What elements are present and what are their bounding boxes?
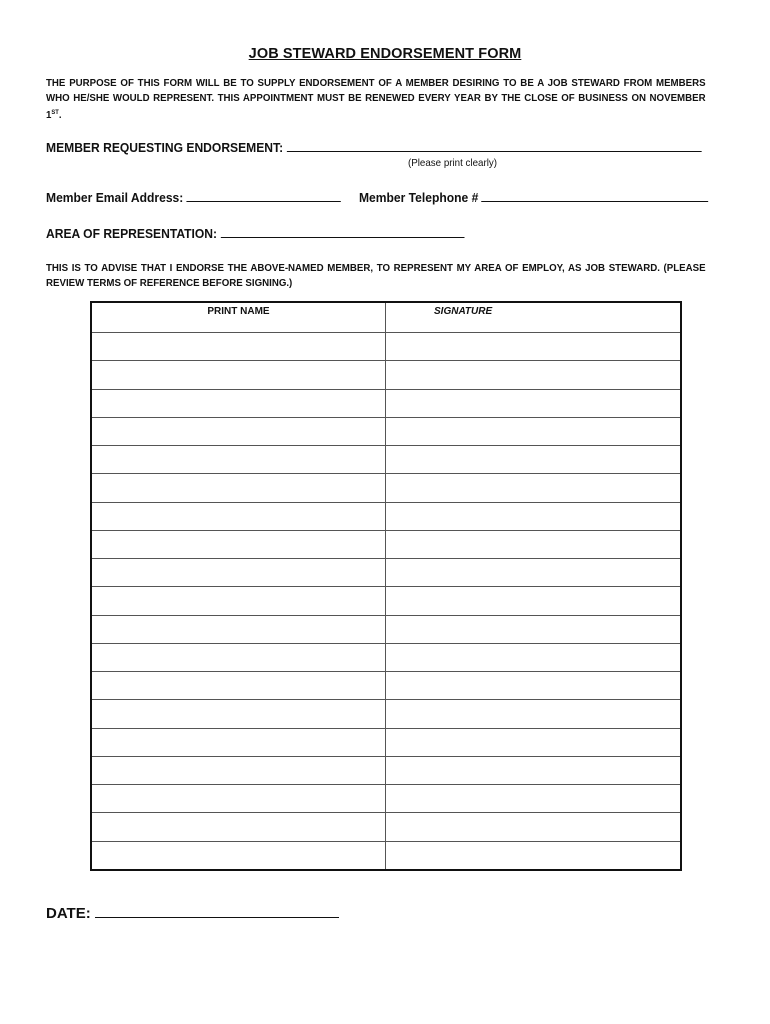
signature-cell[interactable] [386,530,682,558]
purpose-paragraph [46,76,706,123]
signature-cell[interactable] [386,559,682,587]
area-label: AREA OF REPRESENTATION: [46,226,218,241]
area-field[interactable] [220,225,464,238]
table-row [91,700,681,728]
print-name-cell[interactable] [91,333,386,361]
print-name-cell[interactable] [91,361,386,389]
date-label: DATE: [46,905,91,922]
email-field[interactable] [187,189,341,202]
signature-cell[interactable] [386,841,682,870]
print-name-cell[interactable] [91,587,386,615]
signature-cell[interactable] [386,474,682,502]
print-name-cell[interactable] [91,756,386,784]
print-name-cell[interactable] [91,559,386,587]
signature-cell[interactable] [386,587,682,615]
table-row [91,841,681,870]
date-field[interactable] [95,904,339,918]
table-row [91,559,681,587]
table-row [91,361,681,389]
print-name-cell[interactable] [91,474,386,502]
signature-cell[interactable] [386,756,682,784]
date-row [46,904,339,922]
signature-cell[interactable] [386,333,682,361]
member-requesting-label: MEMBER REQUESTING ENDORSEMENT: [46,140,284,155]
print-name-cell[interactable] [91,389,386,417]
table-row [91,615,681,643]
table-row [91,530,681,558]
print-clearly-note: (Please print clearly) [408,157,498,169]
table-row [91,446,681,474]
print-name-header: PRINT NAME [91,302,386,333]
area-row [46,225,464,241]
purpose-end: . [58,110,62,121]
print-name-cell[interactable] [91,813,386,841]
table-header-row [91,302,681,333]
signature-cell[interactable] [386,361,682,389]
signature-header: SIGNATURE [386,302,682,333]
print-name-cell[interactable] [91,643,386,671]
print-name-cell[interactable] [91,502,386,530]
print-name-cell[interactable] [91,728,386,756]
signature-cell[interactable] [386,785,682,813]
table-row [91,587,681,615]
signature-cell[interactable] [386,446,682,474]
print-name-cell[interactable] [91,785,386,813]
print-name-cell[interactable] [91,446,386,474]
table-row [91,728,681,756]
signature-cell[interactable] [386,813,682,841]
phone-field[interactable] [482,189,709,202]
print-name-cell[interactable] [91,417,386,445]
print-name-cell[interactable] [91,530,386,558]
print-name-cell[interactable] [91,841,386,870]
table-row [91,672,681,700]
signature-cell[interactable] [386,672,682,700]
table-row [91,502,681,530]
member-requesting-field[interactable] [286,139,701,152]
signature-cell[interactable] [386,389,682,417]
table-row [91,417,681,445]
table-row [91,474,681,502]
contact-row [46,189,709,205]
table-body [91,333,681,871]
signature-cell[interactable] [386,728,682,756]
phone-label: Member Telephone # [358,190,479,205]
table-row [91,333,681,361]
purpose-text: THE PURPOSE OF THIS FORM WILL BE TO SUPPLY ENDORSEMENT OF A MEMBER DESIRING TO BE A JOB STEWARD FROM MEMBERS WHO HE/SHE WOULD REPRESENT. THIS APPOINTMENT MUST BE RENEWED EVERY YEAR BY THE CLOSE OF BUSINESS ON NOVEMBER 1 [46,78,706,121]
signature-cell[interactable] [386,643,682,671]
table-row [91,813,681,841]
table-row [91,756,681,784]
print-name-cell[interactable] [91,615,386,643]
signature-cell[interactable] [386,502,682,530]
form-title: JOB STEWARD ENDORSEMENT FORM [248,46,522,62]
member-requesting-row [46,139,701,155]
signature-cell[interactable] [386,700,682,728]
print-name-cell[interactable] [91,672,386,700]
signature-cell[interactable] [386,417,682,445]
signature-cell[interactable] [386,615,682,643]
table-row [91,643,681,671]
email-label: Member Email Address: [46,190,184,205]
table-row [91,389,681,417]
endorsement-table [90,301,682,871]
purpose-superscript: ST [51,110,59,116]
advise-paragraph: THIS IS TO ADVISE THAT I ENDORSE THE ABOVE-NAMED MEMBER, TO REPRESENT MY AREA OF EMPLOY, AS JOB STEWARD. (PLEASE REVIEW TERMS OF REFERENCE BEFORE SIGNING.) [46,263,706,289]
table-row [91,785,681,813]
print-name-cell[interactable] [91,700,386,728]
